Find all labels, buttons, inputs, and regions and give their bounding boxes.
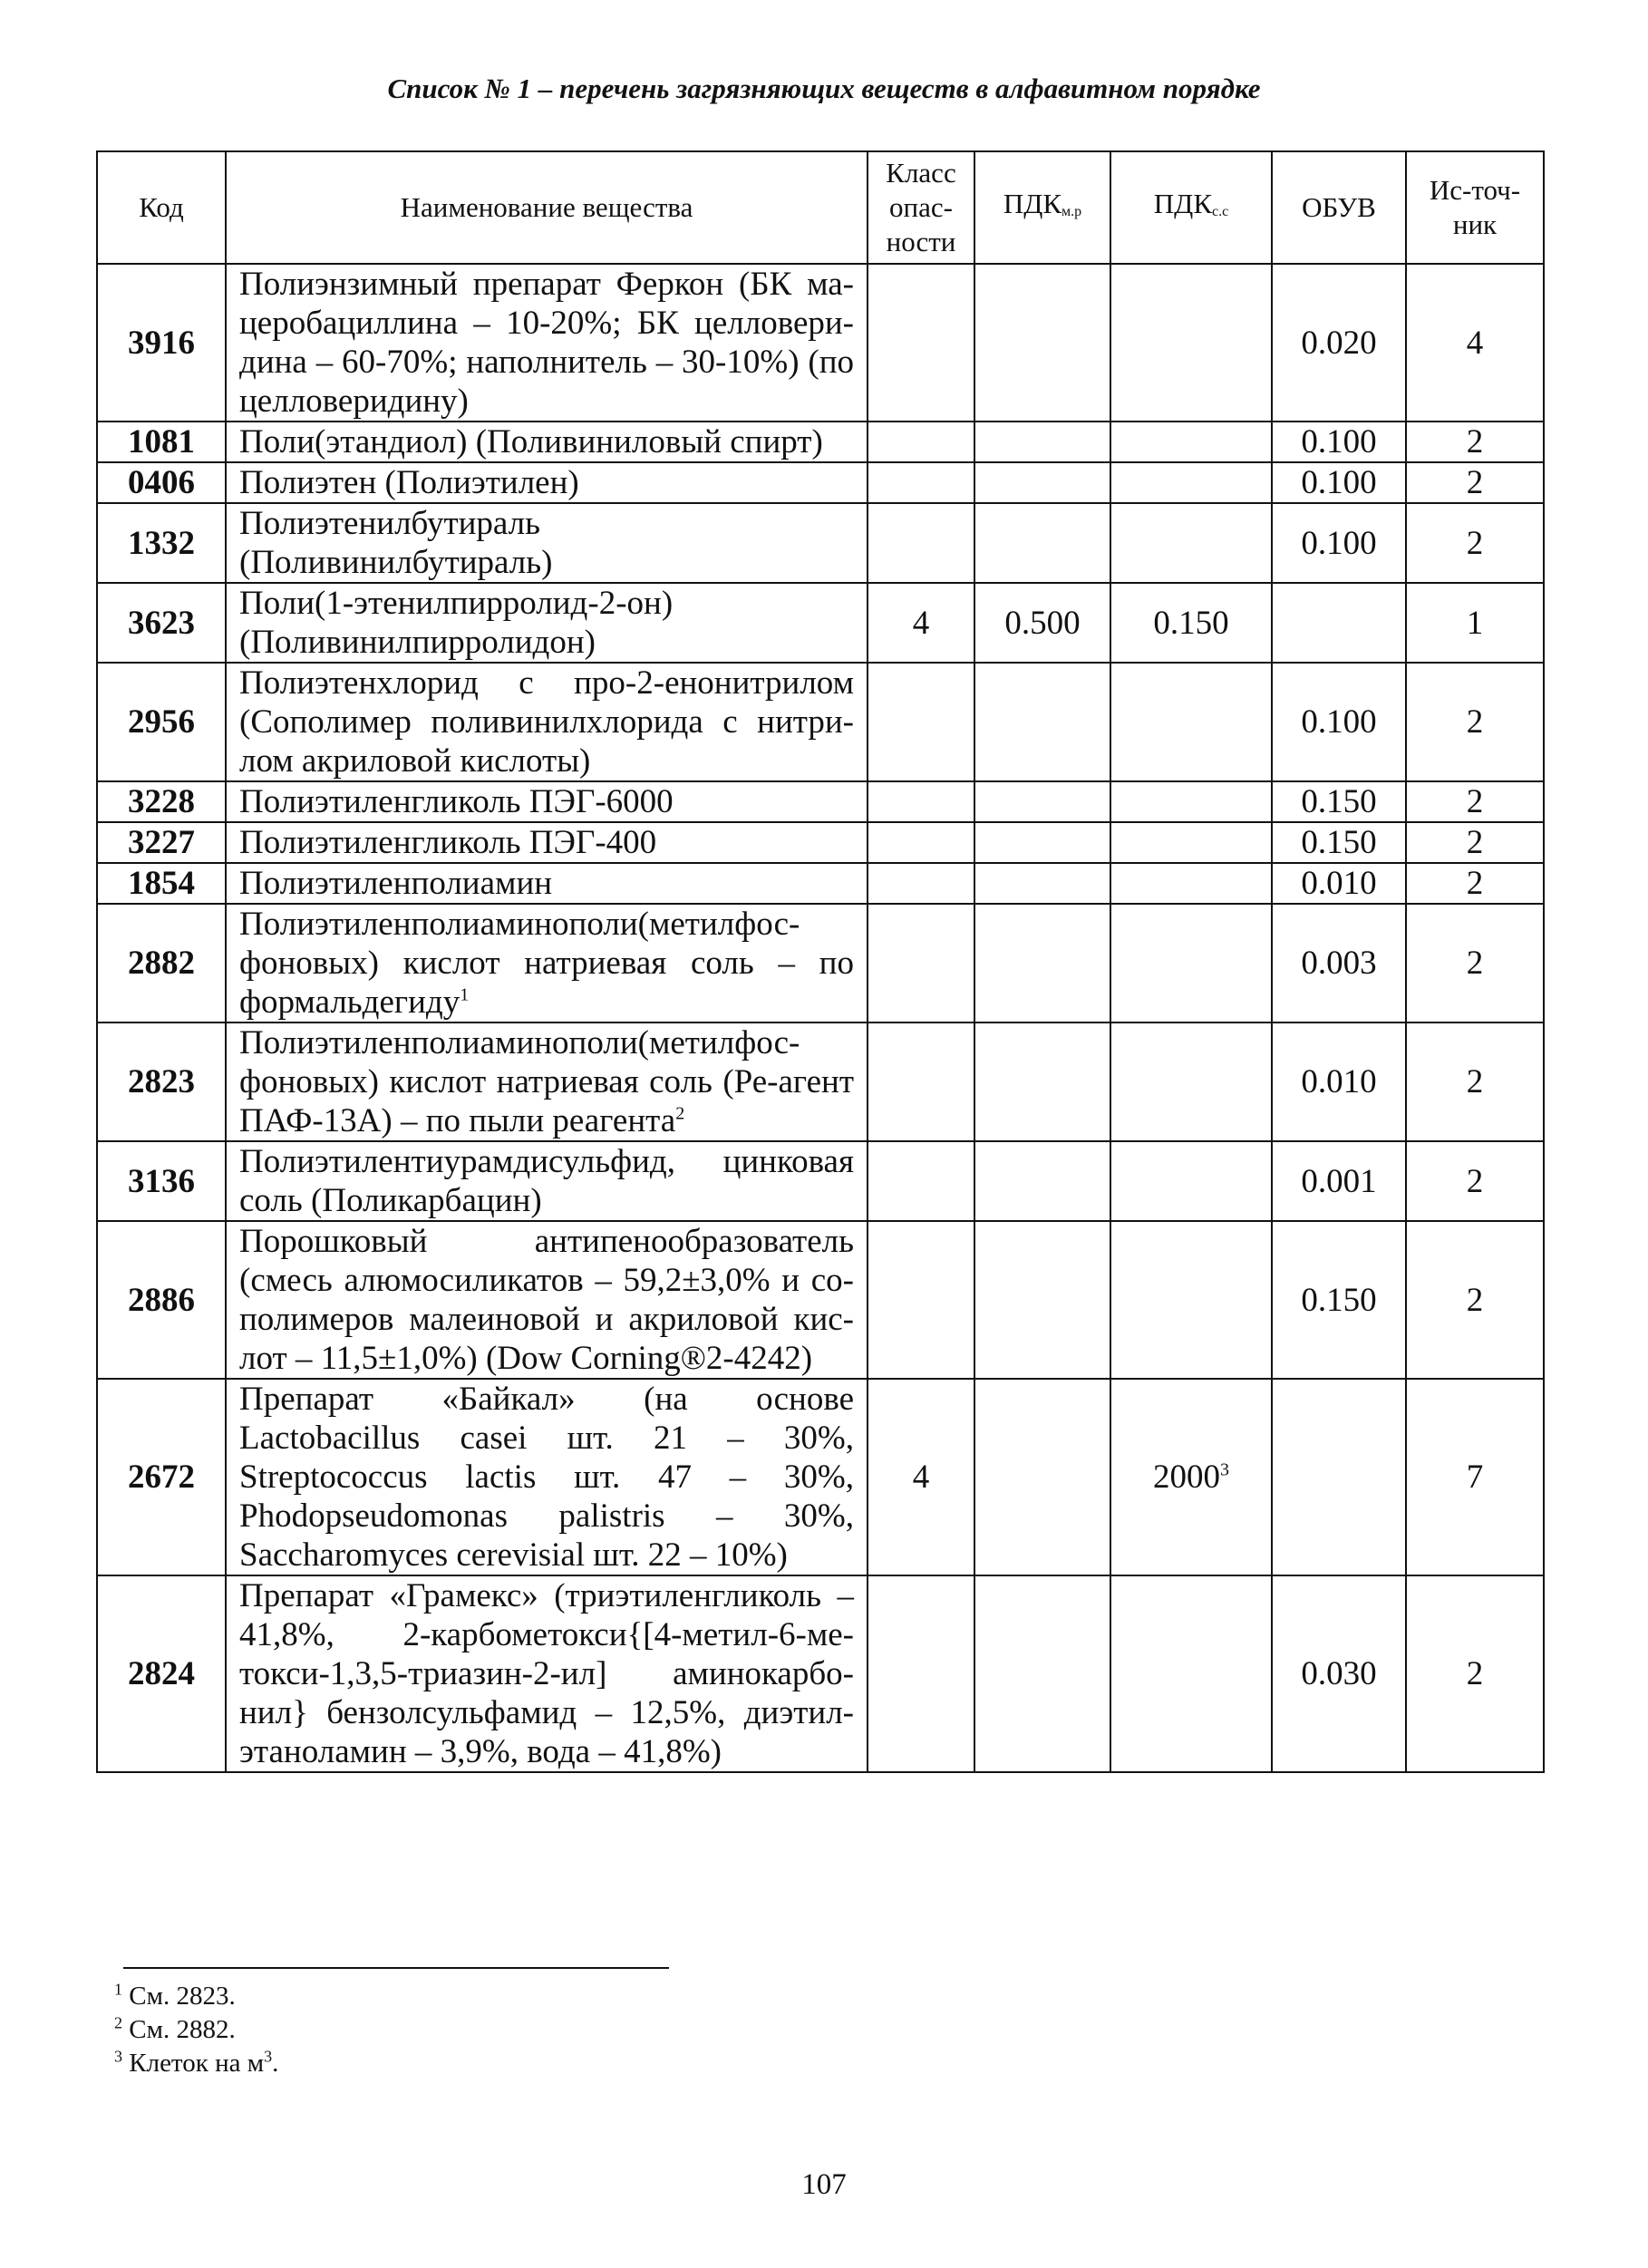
cell-obuv-text: 0.100 — [1301, 703, 1377, 741]
cell-hazard-class — [868, 863, 974, 904]
cell-name-text: Полиэтенилбутираль (Поливинилбутираль) — [239, 505, 553, 581]
cell-pdk-ss — [1110, 1141, 1272, 1221]
cell-obuv — [1272, 863, 1406, 904]
footnote-unit-sup: 3 — [264, 2047, 273, 2066]
cell-pdk-ss — [1110, 462, 1272, 503]
cell-hazard-class — [868, 781, 974, 822]
cell-code-text: 3227 — [128, 824, 195, 861]
cell-name-text: Полиэтиленполиамин — [239, 865, 553, 902]
cell-name-text: Полиэтиленполиаминополи(метилфос-фоновых) кислот натриевая соль – по формальдегиду — [239, 906, 854, 1021]
table-body — [97, 264, 1544, 1772]
cell-code-text: 2882 — [128, 945, 195, 982]
cell-code-text: 3623 — [128, 604, 195, 642]
cell-source-text: 2 — [1466, 703, 1484, 741]
cell-obuv — [1272, 264, 1406, 422]
cell-obuv-text: 0.150 — [1301, 824, 1377, 861]
footnote-mark: 2 — [114, 2013, 122, 2032]
cell-source-text: 2 — [1466, 524, 1484, 562]
header-source: Ис-точ-ник — [1406, 151, 1544, 264]
cell-obuv — [1272, 822, 1406, 863]
footnote-mark: 3 — [114, 2047, 122, 2066]
cell-pdk-mr — [974, 1575, 1110, 1772]
cell-code — [97, 781, 226, 822]
cell-obuv — [1272, 781, 1406, 822]
table-row — [97, 462, 1544, 503]
cell-obuv-text: 0.001 — [1301, 1162, 1377, 1200]
cell-obuv — [1272, 1221, 1406, 1379]
cell-name-text: Полиэтен (Полиэтилен) — [239, 464, 579, 501]
cell-pdk-mr-text: 0.500 — [1004, 604, 1081, 642]
footnote-text: Клеток на м — [129, 2049, 265, 2078]
cell-pdk-ss — [1110, 863, 1272, 904]
table-row — [97, 1141, 1544, 1221]
cell-pdk-ss — [1110, 503, 1272, 583]
cell-obuv-text: 0.003 — [1301, 945, 1377, 982]
cell-obuv-text: 0.100 — [1301, 524, 1377, 562]
cell-name-text: Полиэтиленгликоль ПЭГ-400 — [239, 824, 657, 861]
cell-name — [226, 663, 868, 781]
cell-code — [97, 1023, 226, 1141]
cell-hazard-class-text: 4 — [912, 1459, 930, 1496]
cell-obuv-text: 0.100 — [1301, 423, 1377, 460]
header-pdk-mr-sub: м.р — [1062, 203, 1082, 219]
cell-name — [226, 462, 868, 503]
cell-source — [1406, 822, 1544, 863]
footnote-item — [114, 1980, 278, 2013]
cell-code — [97, 863, 226, 904]
table-row — [97, 904, 1544, 1023]
table-row — [97, 1023, 1544, 1141]
cell-source-text: 7 — [1466, 1459, 1484, 1496]
header-name: Наименование вещества — [226, 151, 868, 264]
table-row — [97, 781, 1544, 822]
cell-obuv-text: 0.020 — [1301, 324, 1377, 362]
cell-name-text: Полиэтилентиурамдисульфид, цинковая соль (Поликарбацин) — [239, 1143, 854, 1219]
cell-name — [226, 781, 868, 822]
cell-code-text: 2823 — [128, 1063, 195, 1100]
cell-source — [1406, 1141, 1544, 1221]
cell-source — [1406, 583, 1544, 663]
footnote-tail: . — [272, 2049, 279, 2078]
cell-obuv — [1272, 1575, 1406, 1772]
cell-code-text: 1854 — [128, 865, 195, 902]
cell-obuv-text: 0.010 — [1301, 1063, 1377, 1100]
cell-name — [226, 822, 868, 863]
cell-name — [226, 1379, 868, 1575]
cell-hazard-class — [868, 1379, 974, 1575]
cell-code — [97, 1379, 226, 1575]
cell-hazard-class — [868, 663, 974, 781]
cell-pdk-ss — [1110, 904, 1272, 1023]
cell-name — [226, 1023, 868, 1141]
cell-pdk-ss-text: 2000 — [1153, 1459, 1220, 1496]
footnote-text: См. 2882. — [129, 2015, 236, 2044]
cell-source — [1406, 422, 1544, 462]
cell-code — [97, 583, 226, 663]
cell-source-text: 2 — [1466, 423, 1484, 460]
cell-source — [1406, 1575, 1544, 1772]
cell-hazard-class — [868, 462, 974, 503]
cell-code — [97, 462, 226, 503]
cell-pdk-ss — [1110, 1023, 1272, 1141]
table-header-row — [97, 151, 1544, 264]
cell-pdk-ss — [1110, 422, 1272, 462]
cell-code — [97, 503, 226, 583]
cell-hazard-class — [868, 1575, 974, 1772]
table-row — [97, 663, 1544, 781]
cell-obuv — [1272, 1023, 1406, 1141]
cell-source-text: 2 — [1466, 1063, 1484, 1100]
cell-obuv-text: 0.100 — [1301, 464, 1377, 501]
page-number: 107 — [801, 2168, 847, 2201]
cell-code-text: 2672 — [128, 1459, 195, 1496]
cell-code — [97, 1141, 226, 1221]
cell-source-text: 2 — [1466, 945, 1484, 982]
page-title: Список № 1 – перечень загрязняющих веществ в алфавитном порядке — [387, 73, 1261, 104]
footnote-item — [114, 2013, 278, 2047]
cell-pdk-mr — [974, 503, 1110, 583]
cell-source — [1406, 781, 1544, 822]
cell-pdk-mr — [974, 1379, 1110, 1575]
cell-source — [1406, 1221, 1544, 1379]
cell-code — [97, 1575, 226, 1772]
cell-pdk-mr — [974, 822, 1110, 863]
cell-code-text: 1081 — [128, 423, 195, 460]
cell-name — [226, 422, 868, 462]
cell-code — [97, 904, 226, 1023]
cell-source-text: 2 — [1466, 1281, 1484, 1319]
header-pdk-ss — [1110, 151, 1272, 264]
cell-hazard-class-text: 4 — [912, 604, 930, 642]
cell-pdk-mr — [974, 264, 1110, 422]
cell-pdk-mr — [974, 781, 1110, 822]
header-pdk-mr-label: ПДК — [1003, 187, 1062, 219]
table-row — [97, 583, 1544, 663]
header-pdk-ss-label: ПДК — [1153, 187, 1212, 219]
cell-hazard-class — [868, 264, 974, 422]
cell-name — [226, 1575, 868, 1772]
cell-name — [226, 1141, 868, 1221]
cell-name-text: Полиэтиленгликоль ПЭГ-6000 — [239, 783, 674, 820]
footnote-item — [114, 2047, 278, 2080]
cell-name-text: Препарат «Байкал» (на основе Lactobacillus casei шт. 21 – 30%, Streptococcus lactis шт. 47 – 30%, Phodopseudomonas palistris – 30%, Saccharomyces cerevisial шт. 22 – 10%) — [239, 1381, 854, 1574]
header-obuv: ОБУВ — [1272, 151, 1406, 264]
cell-obuv-text: 0.030 — [1301, 1655, 1377, 1692]
cell-name — [226, 583, 868, 663]
cell-source — [1406, 462, 1544, 503]
cell-pdk-ss — [1110, 1575, 1272, 1772]
cell-obuv — [1272, 583, 1406, 663]
cell-hazard-class — [868, 822, 974, 863]
cell-pdk-mr — [974, 1141, 1110, 1221]
cell-code — [97, 422, 226, 462]
cell-pdk-ss — [1110, 583, 1272, 663]
cell-pdk-ss — [1110, 264, 1272, 422]
cell-pdk-ss — [1110, 1379, 1272, 1575]
cell-pdk-ss — [1110, 663, 1272, 781]
cell-source-text: 2 — [1466, 1162, 1484, 1200]
cell-hazard-class — [868, 422, 974, 462]
substances-table — [96, 150, 1545, 1773]
cell-hazard-class — [868, 503, 974, 583]
cell-obuv — [1272, 904, 1406, 1023]
cell-source — [1406, 863, 1544, 904]
table-row — [97, 863, 1544, 904]
footnote-ref: 2 — [675, 1103, 685, 1124]
footnote-ref: 1 — [460, 984, 470, 1005]
cell-name-text: Поли(этандиол) (Поливиниловый спирт) — [239, 423, 823, 460]
cell-code — [97, 822, 226, 863]
table-row — [97, 422, 1544, 462]
cell-source — [1406, 663, 1544, 781]
cell-name — [226, 863, 868, 904]
cell-hazard-class — [868, 904, 974, 1023]
table-row — [97, 822, 1544, 863]
cell-code-text: 0406 — [128, 464, 195, 501]
cell-code-text: 2886 — [128, 1281, 195, 1319]
cell-code — [97, 264, 226, 422]
cell-name-text: Препарат «Грамекс» (триэтиленгликоль – 41,8%, 2-карбометокси{[4-метил-6-ме-токси-1,3,5-триазин-2-ил] аминокарбо-нил} бензолсульфамид – 12,5%, диэтил-этаноламин – 3,9%, вода – 41,8%) — [239, 1577, 854, 1770]
cell-pdk-mr — [974, 904, 1110, 1023]
cell-obuv — [1272, 422, 1406, 462]
header-hazard-class: Класс опас-ности — [868, 151, 974, 264]
cell-pdk-mr — [974, 863, 1110, 904]
cell-name — [226, 264, 868, 422]
cell-source — [1406, 904, 1544, 1023]
cell-hazard-class — [868, 1221, 974, 1379]
table-row — [97, 1379, 1544, 1575]
cell-source — [1406, 1379, 1544, 1575]
cell-source — [1406, 264, 1544, 422]
footnote-ref: 3 — [1220, 1459, 1229, 1480]
cell-code — [97, 1221, 226, 1379]
cell-source-text: 2 — [1466, 783, 1484, 820]
cell-name-text: Порошковый антипенообразователь (смесь алюмосиликатов – 59,2±3,0% и со-полимеров малеиновой и акриловой кис-лот – 11,5±1,0%) (Dow Corning®2-4242) — [239, 1223, 854, 1377]
cell-code-text: 2824 — [128, 1655, 195, 1692]
header-pdk-ss-sub: с.с — [1212, 203, 1229, 219]
cell-obuv-text: 0.010 — [1301, 865, 1377, 902]
cell-hazard-class — [868, 1141, 974, 1221]
footnote-text: См. 2823. — [129, 1982, 236, 2011]
cell-name — [226, 503, 868, 583]
cell-hazard-class — [868, 1023, 974, 1141]
cell-obuv — [1272, 1379, 1406, 1575]
cell-pdk-ss — [1110, 781, 1272, 822]
cell-name-text: Полиэтенхлорид с про-2-енонитрилом (Сополимер поливинилхлорида с нитри-лом акриловой кислоты) — [239, 664, 854, 780]
cell-source-text: 2 — [1466, 865, 1484, 902]
cell-source-text: 2 — [1466, 824, 1484, 861]
cell-pdk-ss — [1110, 822, 1272, 863]
cell-obuv — [1272, 663, 1406, 781]
cell-pdk-mr — [974, 663, 1110, 781]
cell-name — [226, 1221, 868, 1379]
table-row — [97, 1575, 1544, 1772]
cell-source-text: 2 — [1466, 1655, 1484, 1692]
footnotes — [114, 1980, 278, 2080]
cell-name — [226, 904, 868, 1023]
cell-obuv-text: 0.150 — [1301, 783, 1377, 820]
cell-code-text: 2956 — [128, 703, 195, 741]
cell-pdk-mr — [974, 1023, 1110, 1141]
cell-obuv — [1272, 503, 1406, 583]
cell-code-text: 3136 — [128, 1162, 195, 1200]
table-row — [97, 503, 1544, 583]
cell-code-text: 3916 — [128, 324, 195, 362]
cell-source-text: 4 — [1466, 324, 1484, 362]
cell-pdk-mr — [974, 462, 1110, 503]
footnote-divider — [123, 1967, 669, 1969]
footnote-mark: 1 — [114, 1980, 122, 1999]
cell-obuv-text: 0.150 — [1301, 1281, 1377, 1319]
cell-pdk-mr — [974, 1221, 1110, 1379]
cell-pdk-mr — [974, 583, 1110, 663]
cell-obuv — [1272, 462, 1406, 503]
cell-pdk-mr — [974, 422, 1110, 462]
cell-name-text: Поли(1-этенилпирролид-2-он) (Поливинилпирролидон) — [239, 585, 674, 661]
header-code: Код — [97, 151, 226, 264]
cell-source-text: 2 — [1466, 464, 1484, 501]
cell-name-text: Полиэтиленполиаминополи(метилфос-фоновых) кислот натриевая соль (Ре-агент ПАФ-13А) – по пыли реагента — [239, 1024, 854, 1139]
cell-code — [97, 663, 226, 781]
table-row — [97, 264, 1544, 422]
cell-source — [1406, 503, 1544, 583]
cell-source-text: 1 — [1466, 604, 1484, 642]
cell-pdk-ss-text: 0.150 — [1153, 604, 1229, 642]
cell-source — [1406, 1023, 1544, 1141]
cell-hazard-class — [868, 583, 974, 663]
cell-name-text: Полиэнзимный препарат Феркон (БК ма-церобациллина – 10-20%; БК целловери-дина – 60-70%; наполнитель – 30-10%) (по целловеридину) — [239, 266, 854, 420]
cell-pdk-ss — [1110, 1221, 1272, 1379]
cell-obuv — [1272, 1141, 1406, 1221]
cell-code-text: 1332 — [128, 524, 195, 562]
header-pdk-mr — [974, 151, 1110, 264]
table-row — [97, 1221, 1544, 1379]
cell-code-text: 3228 — [128, 783, 195, 820]
